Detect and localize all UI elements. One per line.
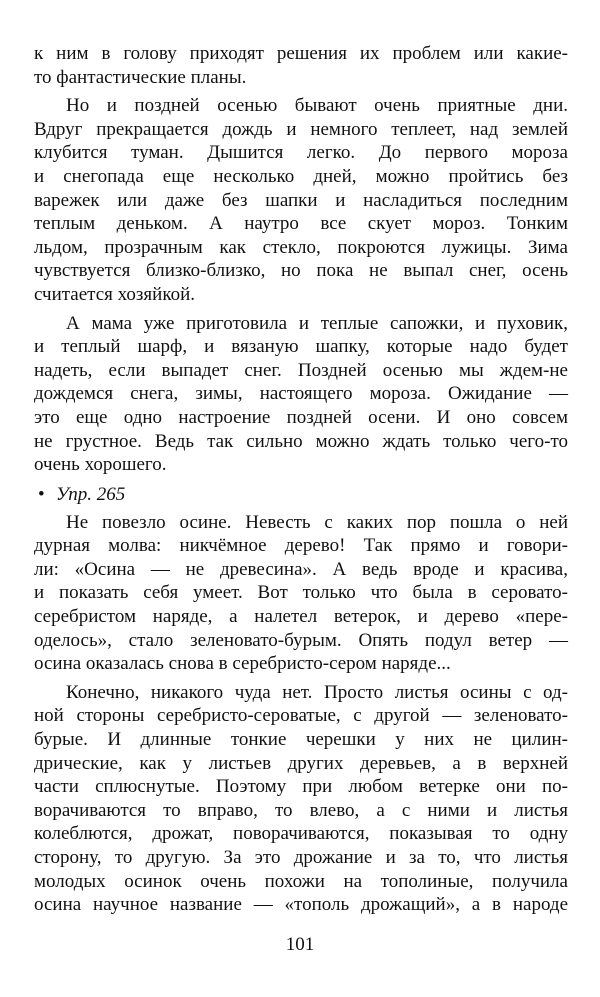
text-line: колеблются, дрожат, поворачиваются, показывая то одну — [34, 823, 568, 845]
text-line: Вдруг прекращается дождь и немного теплеет, над землей — [34, 118, 568, 140]
text-line: к ним в голову приходят решения их проблем или какие- — [34, 43, 568, 64]
text-line: надеть, если выпадет снег. Поздней осенью мы ждем-не — [34, 359, 568, 381]
text-line: ной стороны серебристо-сероватые, с другой — зеленовато- — [34, 705, 568, 727]
text-line: Но и поздней осенью бывают очень приятные дни. — [66, 95, 568, 117]
text-line: осина научное название — «тополь дрожащий», а в народе — [34, 894, 568, 916]
text-line: считается хозяйкой. — [34, 283, 196, 305]
text-line: льдом, прозрачным как стекло, покроются лужицы. Зима — [34, 236, 568, 258]
paragraph-continuation — [34, 42, 568, 89]
text-line: бурые. И длинные тонкие черешки у них не цилин- — [34, 729, 568, 751]
paragraph-mother-prepared — [34, 312, 568, 477]
text-column — [34, 42, 568, 917]
text-line: дурная молва: никчёмное дерево! Так прямо и говори- — [34, 535, 568, 557]
text-line: А мама уже приготовила и теплые сапожки, и пуховик, — [66, 312, 568, 334]
text-line: это еще одно настроение поздней осени. И оно совсем — [34, 406, 568, 428]
text-line: чувствуется близко-близко, но пока не выпал снег, осень — [34, 260, 568, 282]
text-line: осина оказалась снова в серебристо-сером наряде... — [34, 653, 451, 675]
text-line: молодых осинок очень похожи на тополиные, получила — [34, 870, 568, 892]
text-line: ворачиваются то вправо, то влево, а с ними и листья — [34, 799, 568, 821]
text-line: и теплый шарф, и вязаную шапку, которые надо будет — [34, 336, 568, 358]
text-line: оделось», стало зеленовато-бурым. Опять подул ветер — — [34, 629, 568, 651]
text-line: варежек или даже без шапки и насладиться последним — [34, 189, 568, 211]
text-line: и показать себя умеет. Вот только что была в серовато- — [34, 582, 568, 604]
page-number: 101 — [285, 934, 315, 955]
text-line: то фантастические планы. — [34, 66, 247, 88]
bullet-icon: • — [38, 483, 45, 505]
text-line: Не повезло осине. Невесть с каких пор пошла о ней — [66, 511, 568, 533]
exercise-heading — [34, 477, 568, 511]
text-line: ли: «Осина — не древесина». А ведь вроде и красива, — [34, 558, 568, 580]
paragraph-late-autumn-days — [34, 94, 568, 306]
text-line: клубится туман. Дышится легко. До первого мороза — [34, 142, 568, 164]
text-line: не грустное. Ведь так сильно можно ждать только чего-то — [34, 430, 568, 452]
text-line: сторону, то другую. За это дрожание и за то, что листья — [34, 847, 568, 868]
exercise-label: Упр. 265 — [56, 483, 126, 505]
paragraph-aspen-leaves — [34, 681, 568, 917]
text-line: дрические, как у листьев других деревьев, а в верхней — [34, 752, 568, 774]
text-line: части сплюснутые. Поэтому при любом ветерке они по- — [34, 776, 568, 798]
text-line: серебристом наряде, а налетел ветерок, и дерево «пере- — [34, 606, 568, 628]
paragraph-aspen — [34, 511, 568, 676]
text-line: теплым деньком. А наутро все скует мороз. Тонким — [34, 213, 568, 235]
text-line: и снегопада еще несколько дней, можно пройтись без — [34, 165, 568, 187]
text-line: Конечно, никакого чуда нет. Просто листья осины с од- — [66, 681, 568, 703]
text-line: дождемся снега, зимы, настоящего мороза. Ожидание — — [34, 383, 568, 405]
text-line: очень хорошего. — [34, 454, 167, 476]
